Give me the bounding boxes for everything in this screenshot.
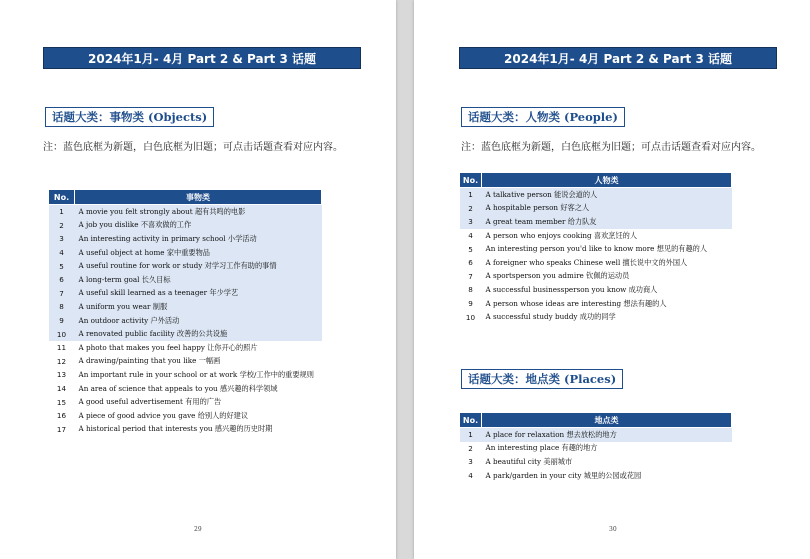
topic-english: A hospitable person: [485, 203, 559, 213]
table-row[interactable]: [49, 382, 322, 396]
column-header-no: No.: [49, 190, 75, 205]
topic-chinese: 让你开心的照片: [207, 342, 258, 352]
topic-link[interactable]: [75, 314, 322, 328]
right-page: [414, 0, 810, 559]
topic-english: A photo that makes you feel happy: [78, 342, 205, 352]
topic-chinese: 对学习工作有助的事情: [204, 261, 277, 271]
row-number: 2: [49, 219, 75, 233]
topic-link[interactable]: [482, 202, 732, 216]
topic-english: An interesting person you'd like to know more: [485, 244, 655, 254]
row-number: 4: [460, 469, 482, 483]
row-number: 4: [49, 246, 75, 260]
topic-chinese: 成功的同学: [579, 312, 616, 322]
topic-chinese: 想去放松的地方: [566, 429, 617, 439]
topic-english: A place for relaxation: [485, 429, 565, 439]
topic-link[interactable]: [75, 368, 322, 382]
row-number: 10: [460, 310, 482, 324]
topic-english: A historical period that interests you: [78, 424, 213, 434]
topic-link[interactable]: [482, 310, 732, 324]
topic-chinese: 给别人的好建议: [197, 410, 249, 420]
table-row[interactable]: [49, 232, 322, 246]
topic-link[interactable]: [75, 300, 322, 314]
column-header-no: No.: [460, 413, 482, 428]
table-row[interactable]: [49, 368, 322, 382]
topic-chinese: 小学活动: [227, 233, 257, 243]
legend-note: 注：蓝色底框为新题，白色底框为旧题；可点击话题查看对应内容。: [43, 142, 343, 153]
places-topic-table: [459, 412, 732, 482]
topic-english: A sportsperson you admire: [485, 271, 584, 281]
topic-english: A successful businessperson you know: [485, 284, 627, 294]
row-number: 1: [460, 428, 482, 442]
topic-chinese: 年少学艺: [209, 288, 239, 298]
topic-link[interactable]: [75, 382, 322, 396]
table-row[interactable]: [460, 455, 732, 469]
topic-chinese: 感兴趣的历史时期: [214, 424, 273, 434]
row-number: 2: [460, 202, 482, 216]
topic-english: A job you dislike: [78, 220, 139, 230]
topic-chinese: 学校/工作中的重要规则: [239, 369, 314, 379]
topic-english: A useful skill learned as a teenager: [78, 288, 208, 298]
topic-rows: [460, 188, 732, 324]
topic-rows: [49, 205, 322, 437]
category-objects: 话题大类：事物类 (Objects): [45, 107, 214, 127]
topic-english: A drawing/painting that you like: [78, 356, 197, 366]
topic-link[interactable]: [482, 215, 732, 229]
topic-link[interactable]: [482, 297, 732, 311]
table-row[interactable]: [460, 469, 732, 483]
topic-chinese: 改善的公共设施: [176, 329, 228, 339]
topic-link[interactable]: [482, 442, 732, 456]
topic-chinese: 户外活动: [150, 315, 180, 325]
topic-english: A uniform you wear: [78, 301, 151, 311]
topic-link[interactable]: [75, 246, 322, 260]
topic-link[interactable]: [75, 409, 322, 423]
row-number: 3: [460, 455, 482, 469]
topic-english: An interesting activity in primary school: [78, 233, 226, 243]
row-number: 11: [49, 341, 75, 355]
table-row[interactable]: [460, 256, 732, 270]
table-row[interactable]: [49, 246, 322, 260]
table-row[interactable]: [49, 273, 322, 287]
row-number: 8: [460, 283, 482, 297]
table-row[interactable]: [460, 229, 732, 243]
table-row[interactable]: [49, 327, 322, 341]
topic-chinese: 擅长说中文的外国人: [622, 257, 688, 267]
table-row[interactable]: [49, 219, 322, 233]
topic-chinese: 一幅画: [198, 356, 221, 366]
topic-chinese: 钦佩的运动员: [586, 271, 630, 281]
row-number: 5: [460, 242, 482, 256]
topic-chinese: 不喜欢做的工作: [140, 220, 192, 230]
topic-chinese: 成功商人: [628, 284, 658, 294]
topic-chinese: 长久目标: [141, 274, 171, 284]
page-number: 30: [609, 526, 617, 533]
row-number: 14: [49, 382, 75, 396]
topic-chinese: 给力队友: [567, 216, 597, 226]
column-header-category: 人物类: [482, 173, 732, 188]
table-row[interactable]: [49, 423, 322, 437]
row-number: 1: [49, 205, 75, 219]
column-header-category: 事物类: [75, 190, 322, 205]
topic-chinese: 家中重要物品: [166, 247, 210, 257]
topic-chinese: 能说会道的人: [554, 189, 598, 199]
topic-link[interactable]: [75, 287, 322, 301]
topic-english: An important rule in your school or at work: [78, 369, 238, 379]
topic-link[interactable]: [75, 259, 322, 273]
topic-english: A renovated public facility: [78, 329, 175, 339]
category-places: 话题大类：地点类 (Places): [461, 369, 623, 389]
topic-link[interactable]: [75, 232, 322, 246]
topic-chinese: 喜欢烹饪的人: [593, 230, 638, 240]
topic-link[interactable]: [75, 355, 322, 369]
table-row[interactable]: [49, 409, 322, 423]
table-row[interactable]: [460, 242, 732, 256]
topic-english: A park/garden in your city: [485, 470, 582, 480]
topic-english: A piece of good advice you gave: [78, 410, 196, 420]
table-row[interactable]: [49, 355, 322, 369]
table-row[interactable]: [460, 310, 732, 324]
table-row[interactable]: [460, 297, 732, 311]
row-number: 4: [460, 229, 482, 243]
topic-link[interactable]: [482, 270, 732, 284]
topic-chinese: 美丽城市: [543, 456, 573, 466]
topic-chinese: 有趣的地方: [561, 443, 598, 453]
topic-english: A movie you felt strongly about: [78, 206, 193, 216]
row-number: 17: [49, 423, 75, 437]
row-number: 9: [49, 314, 75, 328]
topic-english: A talkative person: [485, 189, 552, 199]
page-banner: 2024年1月- 4月 Part 2 & Part 3 话题: [459, 47, 777, 69]
row-number: 12: [49, 355, 75, 369]
topic-english: An outdoor activity: [78, 315, 149, 325]
topic-rows: [460, 428, 732, 483]
row-number: 3: [460, 215, 482, 229]
row-number: 1: [460, 188, 482, 202]
topic-link[interactable]: [482, 283, 732, 297]
table-row[interactable]: [460, 202, 732, 216]
topic-english: An area of science that appeals to you: [78, 383, 218, 393]
topic-english: An interesting place: [485, 443, 560, 453]
topic-chinese: 有用的广告: [185, 397, 222, 407]
topic-chinese: 好客之人: [560, 203, 590, 213]
topic-link[interactable]: [75, 219, 322, 233]
row-number: 16: [49, 409, 75, 423]
table-row[interactable]: [460, 270, 732, 284]
column-header-no: No.: [460, 173, 482, 188]
page-banner: 2024年1月- 4月 Part 2 & Part 3 话题: [43, 47, 361, 69]
table-row[interactable]: [49, 205, 322, 219]
table-row[interactable]: [49, 395, 322, 409]
row-number: 6: [49, 273, 75, 287]
topic-english: A useful routine for work or study: [78, 261, 203, 271]
topic-link[interactable]: [482, 455, 732, 469]
people-topic-table: [459, 172, 732, 324]
row-number: 3: [49, 232, 75, 246]
topic-english: A person who enjoys cooking: [485, 230, 592, 240]
column-header-category: 地点类: [482, 413, 732, 428]
row-number: 9: [460, 297, 482, 311]
topic-link[interactable]: [482, 469, 732, 483]
topic-link[interactable]: [75, 395, 322, 409]
left-page: [0, 0, 396, 559]
category-people: 话题大类：人物类 (People): [461, 107, 625, 127]
topic-link[interactable]: [75, 205, 322, 219]
page-number: 29: [194, 526, 202, 533]
topic-link[interactable]: [482, 256, 732, 270]
topic-english: A great team member: [485, 216, 566, 226]
table-row[interactable]: [49, 259, 322, 273]
row-number: 2: [460, 442, 482, 456]
row-number: 5: [49, 259, 75, 273]
topic-chinese: 超有共鸣的电影: [194, 206, 246, 216]
row-number: 8: [49, 300, 75, 314]
topic-english: A foreigner who speaks Chinese well: [485, 257, 621, 267]
table-row[interactable]: [460, 188, 732, 202]
objects-topic-table: [48, 189, 322, 436]
table-row[interactable]: [49, 314, 322, 328]
row-number: 13: [49, 368, 75, 382]
topic-link[interactable]: [482, 229, 732, 243]
topic-link[interactable]: [75, 273, 322, 287]
topic-chinese: 城里的公园或花园: [583, 470, 642, 480]
table-row[interactable]: [460, 442, 732, 456]
row-number: 6: [460, 256, 482, 270]
topic-link[interactable]: [482, 188, 732, 202]
topic-chinese: 想法有趣的人: [623, 298, 667, 308]
topic-link[interactable]: [75, 327, 322, 341]
row-number: 15: [49, 395, 75, 409]
table-row[interactable]: [49, 300, 322, 314]
topic-english: A person whose ideas are interesting: [485, 298, 622, 308]
table-row[interactable]: [49, 287, 322, 301]
legend-note: 注：蓝色底框为新题，白色底框为旧题；可点击话题查看对应内容。: [461, 142, 761, 153]
topic-chinese: 制服: [152, 301, 168, 311]
row-number: 7: [49, 287, 75, 301]
topic-link[interactable]: [482, 428, 732, 442]
row-number: 10: [49, 327, 75, 341]
topic-english: A good useful advertisement: [78, 397, 183, 407]
topic-english: A long-term goal: [78, 274, 140, 284]
topic-english: A successful study buddy: [485, 312, 578, 322]
topic-link[interactable]: [75, 423, 322, 437]
topic-link[interactable]: [75, 341, 322, 355]
table-row[interactable]: [460, 215, 732, 229]
table-row[interactable]: [49, 341, 322, 355]
topic-english: A beautiful city: [485, 456, 542, 466]
row-number: 7: [460, 270, 482, 284]
table-row[interactable]: [460, 428, 732, 442]
topic-chinese: 想见的有趣的人: [656, 244, 708, 254]
topic-link[interactable]: [482, 242, 732, 256]
table-row[interactable]: [460, 283, 732, 297]
topic-english: A useful object at home: [78, 247, 165, 257]
topic-chinese: 感兴趣的科学领域: [219, 383, 278, 393]
